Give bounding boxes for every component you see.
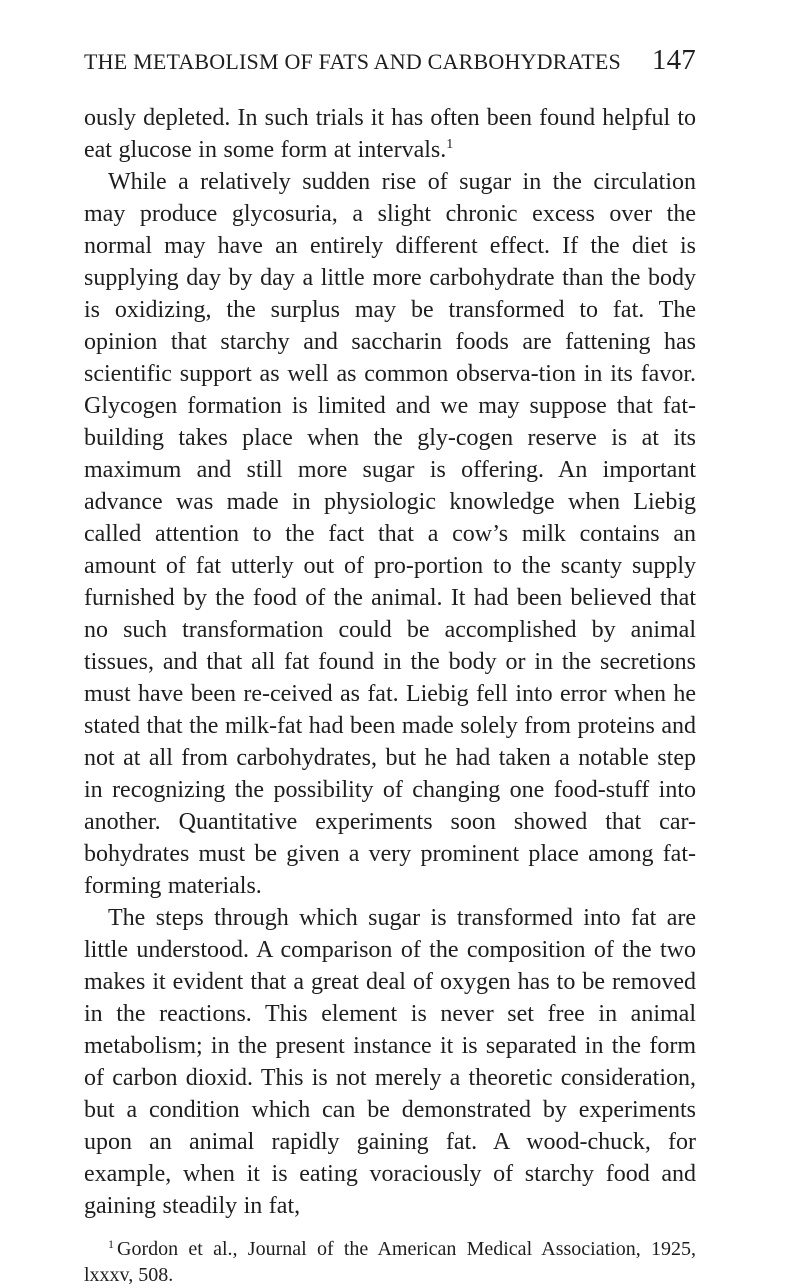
- book-page: [84, 44, 696, 1288]
- paragraph-continued: [84, 102, 696, 166]
- footnote-marker: 1: [108, 1237, 114, 1251]
- paragraph-3: The steps through which sugar is transformed into fat are little understood. A comparison of the composition of the two makes it evident that a great deal of oxygen has to be removed in the reactions. This element is never set free in animal metabolism; in the present instance it is separated in the form of carbon dioxid. This is not merely a theoretic consideration, but a condition which can be demonstrated by experiments upon an animal rapidly gaining fat. A wood-chuck, for example, when it is eating voraciously of starchy food and gaining steadily in fat,: [84, 905, 696, 1219]
- footnote: [84, 1236, 696, 1288]
- running-title: THE METABOLISM OF FATS AND CARBOHYDRATES: [84, 49, 621, 74]
- page-number: 147: [651, 44, 696, 76]
- paragraph-2: While a relatively sudden rise of sugar in the circulation may produce glycosuria, a slight chronic excess over the normal may have an entirely different effect. If the diet is supplying day by day a little more carbohydrate than the body is oxidizing, the surplus may be transformed to fat. The opinion that starchy and saccharin foods are fattening has scientific support as well as common observa-tion in its favor. Glycogen formation is limited and we may suppose that fat-building takes place when the gly-cogen reserve is at its maximum and still more sugar is offering. An important advance was made in physiologic knowledge when Liebig called attention to the fact that a cow’s milk contains an amount of fat utterly out of pro-portion to the scanty supply furnished by the food of the animal. It had been believed that no such transformation could be accomplished by animal tissues, and that all fat found in the body or in the secretions must have been re-ceived as fat. Liebig fell into error when he stated that the milk-fat had been made solely from proteins and not at all from carbohydrates, but he had taken a notable step in recognizing the possibility of changing one food-stuff into another. Quantitative experiments soon showed that car-bohydrates must be given a very prominent place among fat-forming materials.: [84, 169, 696, 899]
- paragraph-1-text: ously depleted. In such trials it has often been found helpful to eat glucose in some form at intervals.: [84, 105, 696, 163]
- footnote-text: Gordon et al., Journal of the American Medical Association, 1925, lxxxv, 508.: [84, 1238, 696, 1286]
- body-text: [84, 102, 696, 1222]
- footnote-reference: 1: [446, 137, 454, 152]
- running-head: [84, 44, 696, 82]
